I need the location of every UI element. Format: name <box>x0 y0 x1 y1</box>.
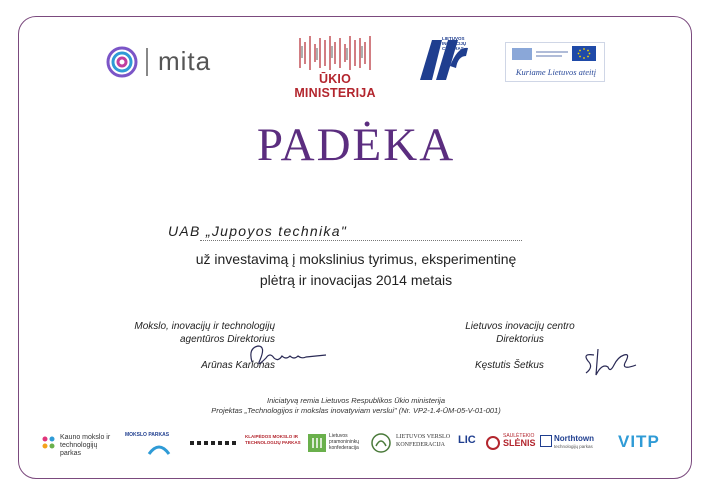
mita-logo <box>100 42 220 82</box>
sauletekio-line-2: SLĖNIS <box>503 438 536 448</box>
lvk-logo <box>370 428 480 462</box>
lvk-line-2: KONFEDERACIJA <box>396 442 446 448</box>
lpk-icon <box>308 434 326 452</box>
eu-flag-icon <box>506 43 604 65</box>
left-signature-icon <box>240 340 330 370</box>
footer-note <box>0 396 712 416</box>
kaunas-park-icon <box>40 434 58 452</box>
lpk-line-2: pramonininkų <box>329 439 360 445</box>
dotted-bar-logo <box>190 428 240 462</box>
kaunas-park-line-1: Kauno mokslo ir <box>60 434 111 441</box>
sponsor-logos <box>40 428 680 462</box>
vitp-logo <box>618 428 678 462</box>
kaunas-park-logo <box>40 428 112 462</box>
left-signatory-name: Arūnas Karlonas <box>201 360 275 371</box>
sauletekio-line-1: SAULĖTEKIO <box>503 433 535 439</box>
right-position-line-2: Direktorius <box>496 334 544 345</box>
ukio-ministerija-logo <box>285 32 385 100</box>
mokslo-parkas-text: MOKSLO PARKAS <box>125 432 170 438</box>
mita-logo-icon <box>100 42 144 82</box>
certificate-title: PADĖKA <box>256 119 456 171</box>
dotted-bar-icon <box>190 438 240 448</box>
right-signatory-name: Kęstutis Šetkus <box>475 360 544 371</box>
mokslo-parkas-icon <box>147 440 171 456</box>
lpk-line-1: Lietuvos <box>329 433 348 439</box>
ukio-ministerija-wordmark: ŪKIO MINISTERIJA <box>294 72 376 100</box>
northtown-subtext: technologijų parkas <box>554 444 593 449</box>
northtown-logo <box>540 428 610 462</box>
klaipeda-park-text: KLAIPĖDOS MOKSLO IR TECHNOLOGIJŲ PARKAS <box>245 434 301 445</box>
lic-logo <box>412 34 470 86</box>
body-line-2: plėtrą ir inovacijas 2014 metais <box>259 272 453 288</box>
northtown-icon <box>540 435 552 447</box>
recipient-name: UAB „Jupoyos technika" <box>168 223 348 239</box>
lpk-logo <box>308 428 378 462</box>
header-logos <box>0 30 712 100</box>
kaunas-park-line-2: technologijų parkas <box>60 442 98 457</box>
footer-line-2: Projektas „Technologijos ir mokslas inovatyviam verslui" (Nr. VP2-1.4-ŪM-05-V-01-001) <box>211 406 501 415</box>
mita-wordmark: mita <box>158 46 212 76</box>
left-position-line-1: Mokslo, inovacijų ir technologijų <box>134 321 275 332</box>
esf-logo <box>505 42 605 82</box>
ministry-emblem-icon <box>295 34 375 72</box>
northtown-text: Northtown <box>554 434 594 443</box>
lvk-lic-badge: LIC <box>458 434 476 446</box>
klaipeda-park-logo <box>245 428 305 462</box>
footer-line-1: Iniciatyvą remia Lietuvos Respublikos Ūkio ministerija <box>267 396 445 405</box>
recipient-dotted-line <box>200 240 522 241</box>
sauletekio-icon <box>485 435 501 451</box>
left-position-line-2: agentūros Direktorius <box>179 334 275 345</box>
sauletekio-slenis-logo <box>485 428 545 462</box>
esf-slogan: Kuriame Lietuvos ateitį <box>515 67 597 77</box>
lvk-wreath-icon <box>370 432 392 454</box>
body-line-1: už investavimą į mokslinius tyrimus, eksperimentinę <box>195 251 517 267</box>
lic-caption: LIETUVOS INOVACIJŲ CENTRAS <box>442 36 467 51</box>
lvk-line-1: LIETUVOS VERSLO <box>396 434 451 440</box>
certificate-body <box>0 249 712 291</box>
right-signature-icon <box>580 345 640 381</box>
right-position-line-1: Lietuvos inovacijų centro <box>465 321 575 332</box>
vitp-text: VITP <box>618 432 660 451</box>
right-signatory-position <box>440 320 600 346</box>
lpk-line-3: konfederacija <box>329 445 359 451</box>
mokslo-parkas-logo <box>125 428 175 462</box>
